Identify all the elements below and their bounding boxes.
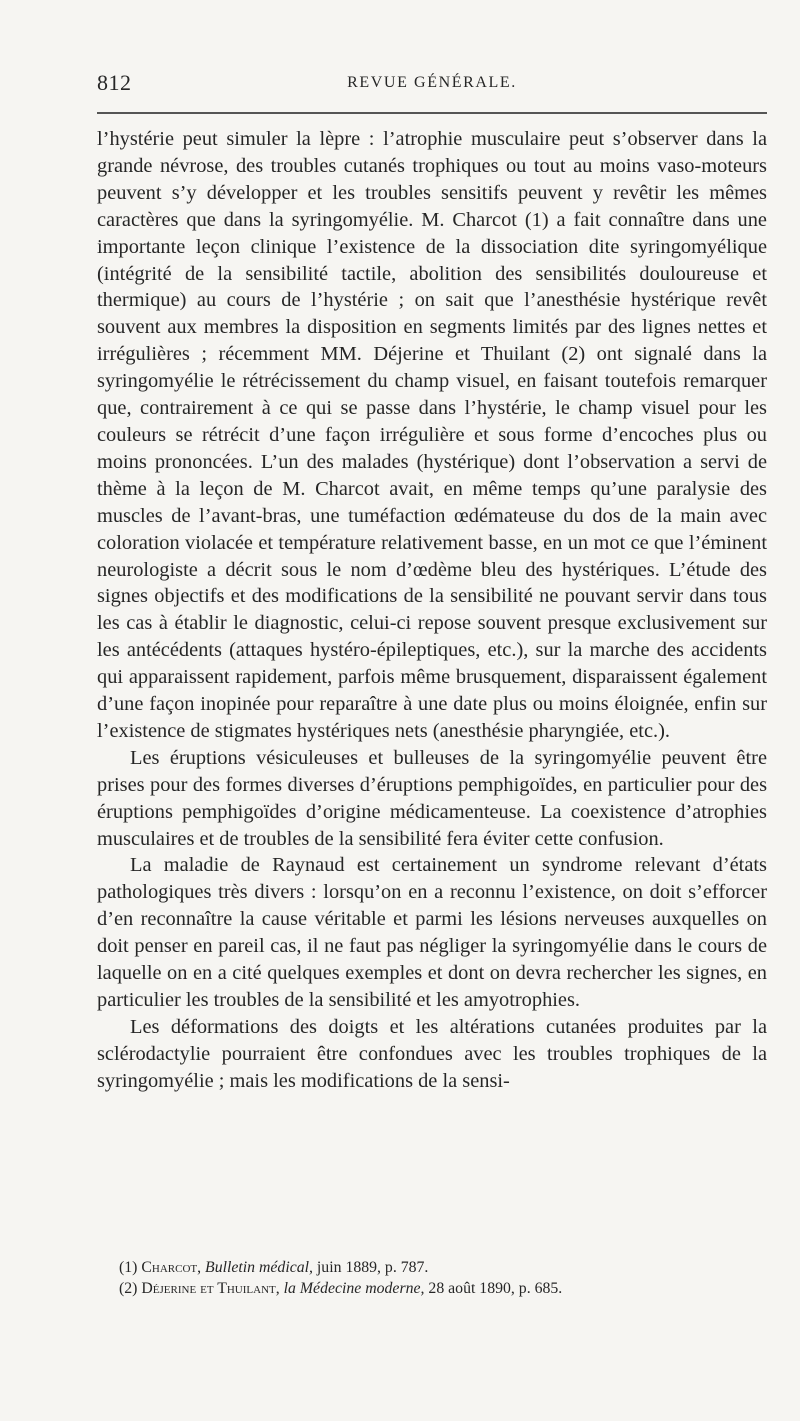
footnotes: [97, 1257, 767, 1299]
page-number: 812: [97, 70, 132, 95]
paragraph: l’hystérie peut simuler la lèpre : l’atrophie musculaire peut s’observer dans la grande névrose, des troubles cutanés trophiques ou tout au moins vaso-moteurs peuvent s’y développer et les troubles sensitifs peuvent y revêtir les mêmes caractères que dans la syringomyélie. M. Charcot (1) a fait connaître dans une importante leçon clinique l’existence de la dissociation dite syringomyélique (intégrité de la sensibilité tactile, abolition des sensibilités douloureuse et thermique) au cours de l’hystérie ; on sait que l’anesthésie hystérique revêt souvent aux membres la disposition en segments limités par des lignes nettes et irrégulières ; récemment MM. Déjerine et Thuilant (2) ont signalé dans la syringomyélie le rétrécissement du champ visuel, en faisant toutefois remarquer que, contrairement à ce qui se passe dans l’hystérie, le champ visuel pour les couleurs se rétrécit d’une façon irrégulière et sous forme d’encoches plus ou moins prononcées. L’un des malades (hystérique) dont l’observation a servi de thème à la leçon de M. Charcot avait, en même temps qu’une paralysie des muscles de l’avant-bras, une tuméfaction œdémateuse du dos de la main avec coloration violacée et température relativement basse, en un mot ce que l’éminent neurologiste a décrit sous le nom d’œdème bleu des hystériques. L’étude des signes objectifs et des modifications de la sensibilité ne pouvant servir dans tous les cas à établir le diagnostic, celui-ci repose souvent presque exclusivement sur les antécédents (attaques hystéro-épileptiques, etc.), sur la marche des accidents qui apparaissent rapidement, parfois même brusquement, disparaissent également d’une façon inopinée pour reparaître à une date plus ou moins éloignée, enfin sur l’existence de stigmates hystériques nets (anesthésie pharyngiée, etc.).: [97, 128, 767, 742]
paragraph: Les déformations des doigts et les altérations cutanées produites par la sclérodactylie pourraient être confondues avec les troubles trophiques de la syringomyélie ; mais les modifications de la sensi-: [97, 1015, 767, 1092]
footnote-marker: (1): [119, 1259, 138, 1276]
footnote-marker: (2): [119, 1280, 138, 1297]
running-head: REVUE GÉNÉRALE.: [347, 74, 517, 91]
paragraph: La maladie de Raynaud est certainement un syndrome relevant d’états pathologiques très divers : lorsqu’on en a reconnu l’existence, on doit s’efforcer d’en reconnaître la cause véritable et parmi les lésions nerveuses auxquelles on doit penser en pareil cas, il ne faut pas négliger la syringomyélie dans le cours de laquelle on en a cité quelques exemples et dont on devra rechercher les signes, en particulier les troubles de la sensibilité et les amyotrophies.: [97, 854, 767, 1011]
footnote: [97, 1278, 767, 1299]
footnote-journal: Bulletin médical,: [205, 1259, 313, 1276]
body-text: [97, 126, 767, 1095]
footnote-journal: la Médecine moderne,: [283, 1280, 425, 1297]
footnote-details: juin 1889, p. 787.: [312, 1259, 429, 1276]
footnote-details: 28 août 1890, p. 685.: [424, 1280, 563, 1297]
paragraph: Les éruptions vésiculeuses et bulleuses de la syringomyélie peuvent être prises pour des formes diverses d’éruptions pemphigoïdes, en particulier pour des éruptions pemphigoïdes d’origine médicamenteuse. La coexistence d’atrophies musculaires et de troubles de la sensibilité fera éviter cette confusion.: [97, 746, 767, 850]
footnote: [97, 1257, 767, 1278]
page-header: [97, 70, 767, 100]
footnote-authors: Déjerine et Thuilant,: [141, 1280, 280, 1297]
footnote-authors: Charcot,: [141, 1259, 202, 1276]
header-rule: [97, 112, 767, 114]
